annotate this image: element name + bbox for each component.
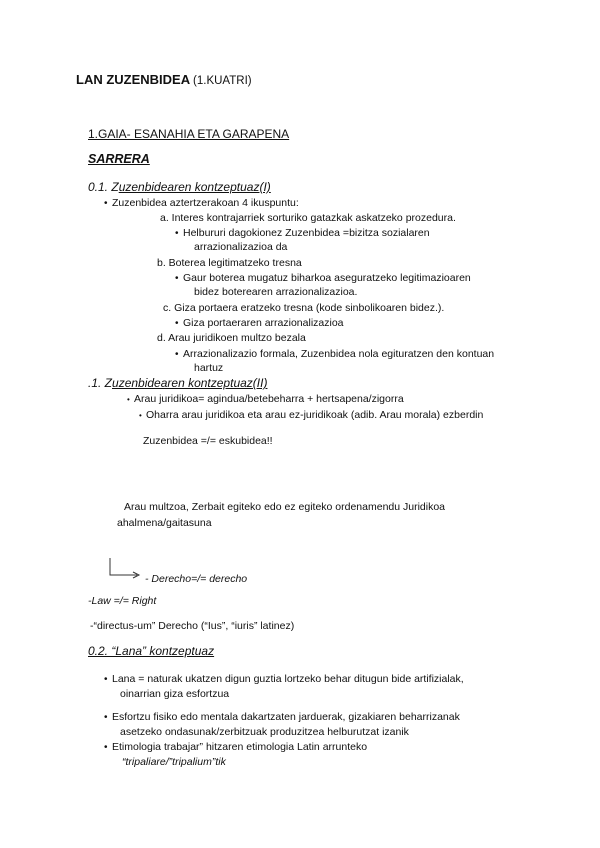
- bullet-icon: •: [104, 712, 108, 723]
- note-text: Zuzenbidea =/= eskubidea!!: [143, 435, 273, 447]
- bullet-icon: •: [175, 273, 179, 284]
- document-title-line: [76, 73, 252, 88]
- section-0-1-heading-title: uzenbidearen kontzeptuaz(I): [118, 180, 271, 194]
- list-item-d-bullet: Arrazionalizazio formala, Zuzenbidea nola egituratzen den kontuan: [183, 348, 495, 360]
- list-item-a-bullet-continued: arrazionalizazioa da: [194, 241, 288, 253]
- bullet-text: Zuzenbidea aztertzerakoan 4 ikuspuntu:: [112, 197, 299, 209]
- section-1-heading: [88, 377, 267, 390]
- list-item-c: c. Giza portaera eratzeko tresna (kode sinbolikoaren bidez.).: [163, 302, 445, 314]
- list-item-b: b. Boterea legitimatzeko tresna: [157, 257, 302, 269]
- bullet-text-continued: oinarrian giza esfortzua: [120, 688, 230, 700]
- bullet-icon: •: [175, 349, 179, 360]
- bullet-icon: •: [104, 742, 108, 753]
- bullet-icon: •: [139, 411, 142, 420]
- bullet-text: Etimologia trabajar” hitzaren etimologia Latin arrunteko: [112, 741, 368, 753]
- section-1-heading-prefix: .1. Z: [88, 376, 113, 390]
- bullet-icon: •: [104, 198, 108, 209]
- intro-heading: SARRERA: [88, 152, 150, 166]
- section-0-2-heading: 0.2. “Lana” kontzeptuaz: [88, 644, 215, 658]
- bullet-text: Oharra arau juridikoa eta arau ez-juridikoak (adib. Arau morala) ezberdin: [146, 409, 484, 421]
- bullet-text: Arau juridikoa= agindua/betebeharra + hertsapena/zigorra: [134, 393, 404, 405]
- section-1-heading-title: uzenbidearen kontzeptuaz(II): [112, 376, 268, 390]
- bullet-icon: •: [175, 318, 179, 329]
- bullet-icon: •: [127, 395, 130, 404]
- list-item-a-bullet: Helbururi dagokionez Zuzenbidea =bizitza sozialaren: [183, 227, 430, 239]
- list-item-d: d. Arau juridikoen multzo bezala: [157, 332, 306, 344]
- arrow-text: - Derecho=/= derecho: [145, 573, 248, 585]
- list-item-c-bullet: Giza portaeraren arrazionalizazioa: [183, 317, 344, 329]
- arrow-icon: [105, 557, 145, 581]
- bullet-icon: •: [175, 228, 179, 239]
- bullet-text: Lana = naturak ukatzen digun guztia lortzeko behar ditugun bide artifizialak,: [112, 673, 464, 685]
- paragraph-text-continued: ahalmena/gaitasuna: [117, 517, 212, 529]
- latin-text: -“directus-um” Derecho (“Ius”, “iuris” latinez): [90, 620, 295, 632]
- topic-heading: 1.GAIA- ESANAHIA ETA GARAPENA: [88, 127, 290, 141]
- bullet-text: Esfortzu fisiko edo mentala dakartzaten jarduerak, gizakiaren beharrizanak: [112, 711, 460, 723]
- document-title: LAN ZUZENBIDEA: [76, 72, 191, 87]
- paragraph-text: Arau multzoa, Zerbait egiteko edo ez egiteko ordenamendu Juridikoa: [124, 501, 446, 513]
- law-text: -Law =/= Right: [88, 595, 157, 607]
- bullet-text-continued: asetzeko ondasunak/zerbitzuak produzitzea helburutzat izanik: [120, 726, 409, 738]
- list-item-d-bullet-continued: hartuz: [194, 362, 224, 374]
- list-item-b-bullet: Gaur boterea mugatuz biharkoa aseguratzeko legitimazioaren: [183, 272, 471, 284]
- bullet-icon: •: [104, 674, 108, 685]
- bullet-text-continued: “tripaliare/”tripalium”tik: [122, 756, 226, 768]
- document-title-suffix: (1.KUATRI): [193, 75, 252, 87]
- section-0-1-heading: [88, 181, 271, 194]
- list-item-b-bullet-continued: bidez boterearen arrazionalizazioa.: [194, 286, 358, 298]
- section-0-1-heading-prefix: 0.1. Z: [88, 180, 119, 194]
- list-item-a: a. Interes kontrajarriek sorturiko gatazkak askatzeko prozedura.: [160, 212, 456, 224]
